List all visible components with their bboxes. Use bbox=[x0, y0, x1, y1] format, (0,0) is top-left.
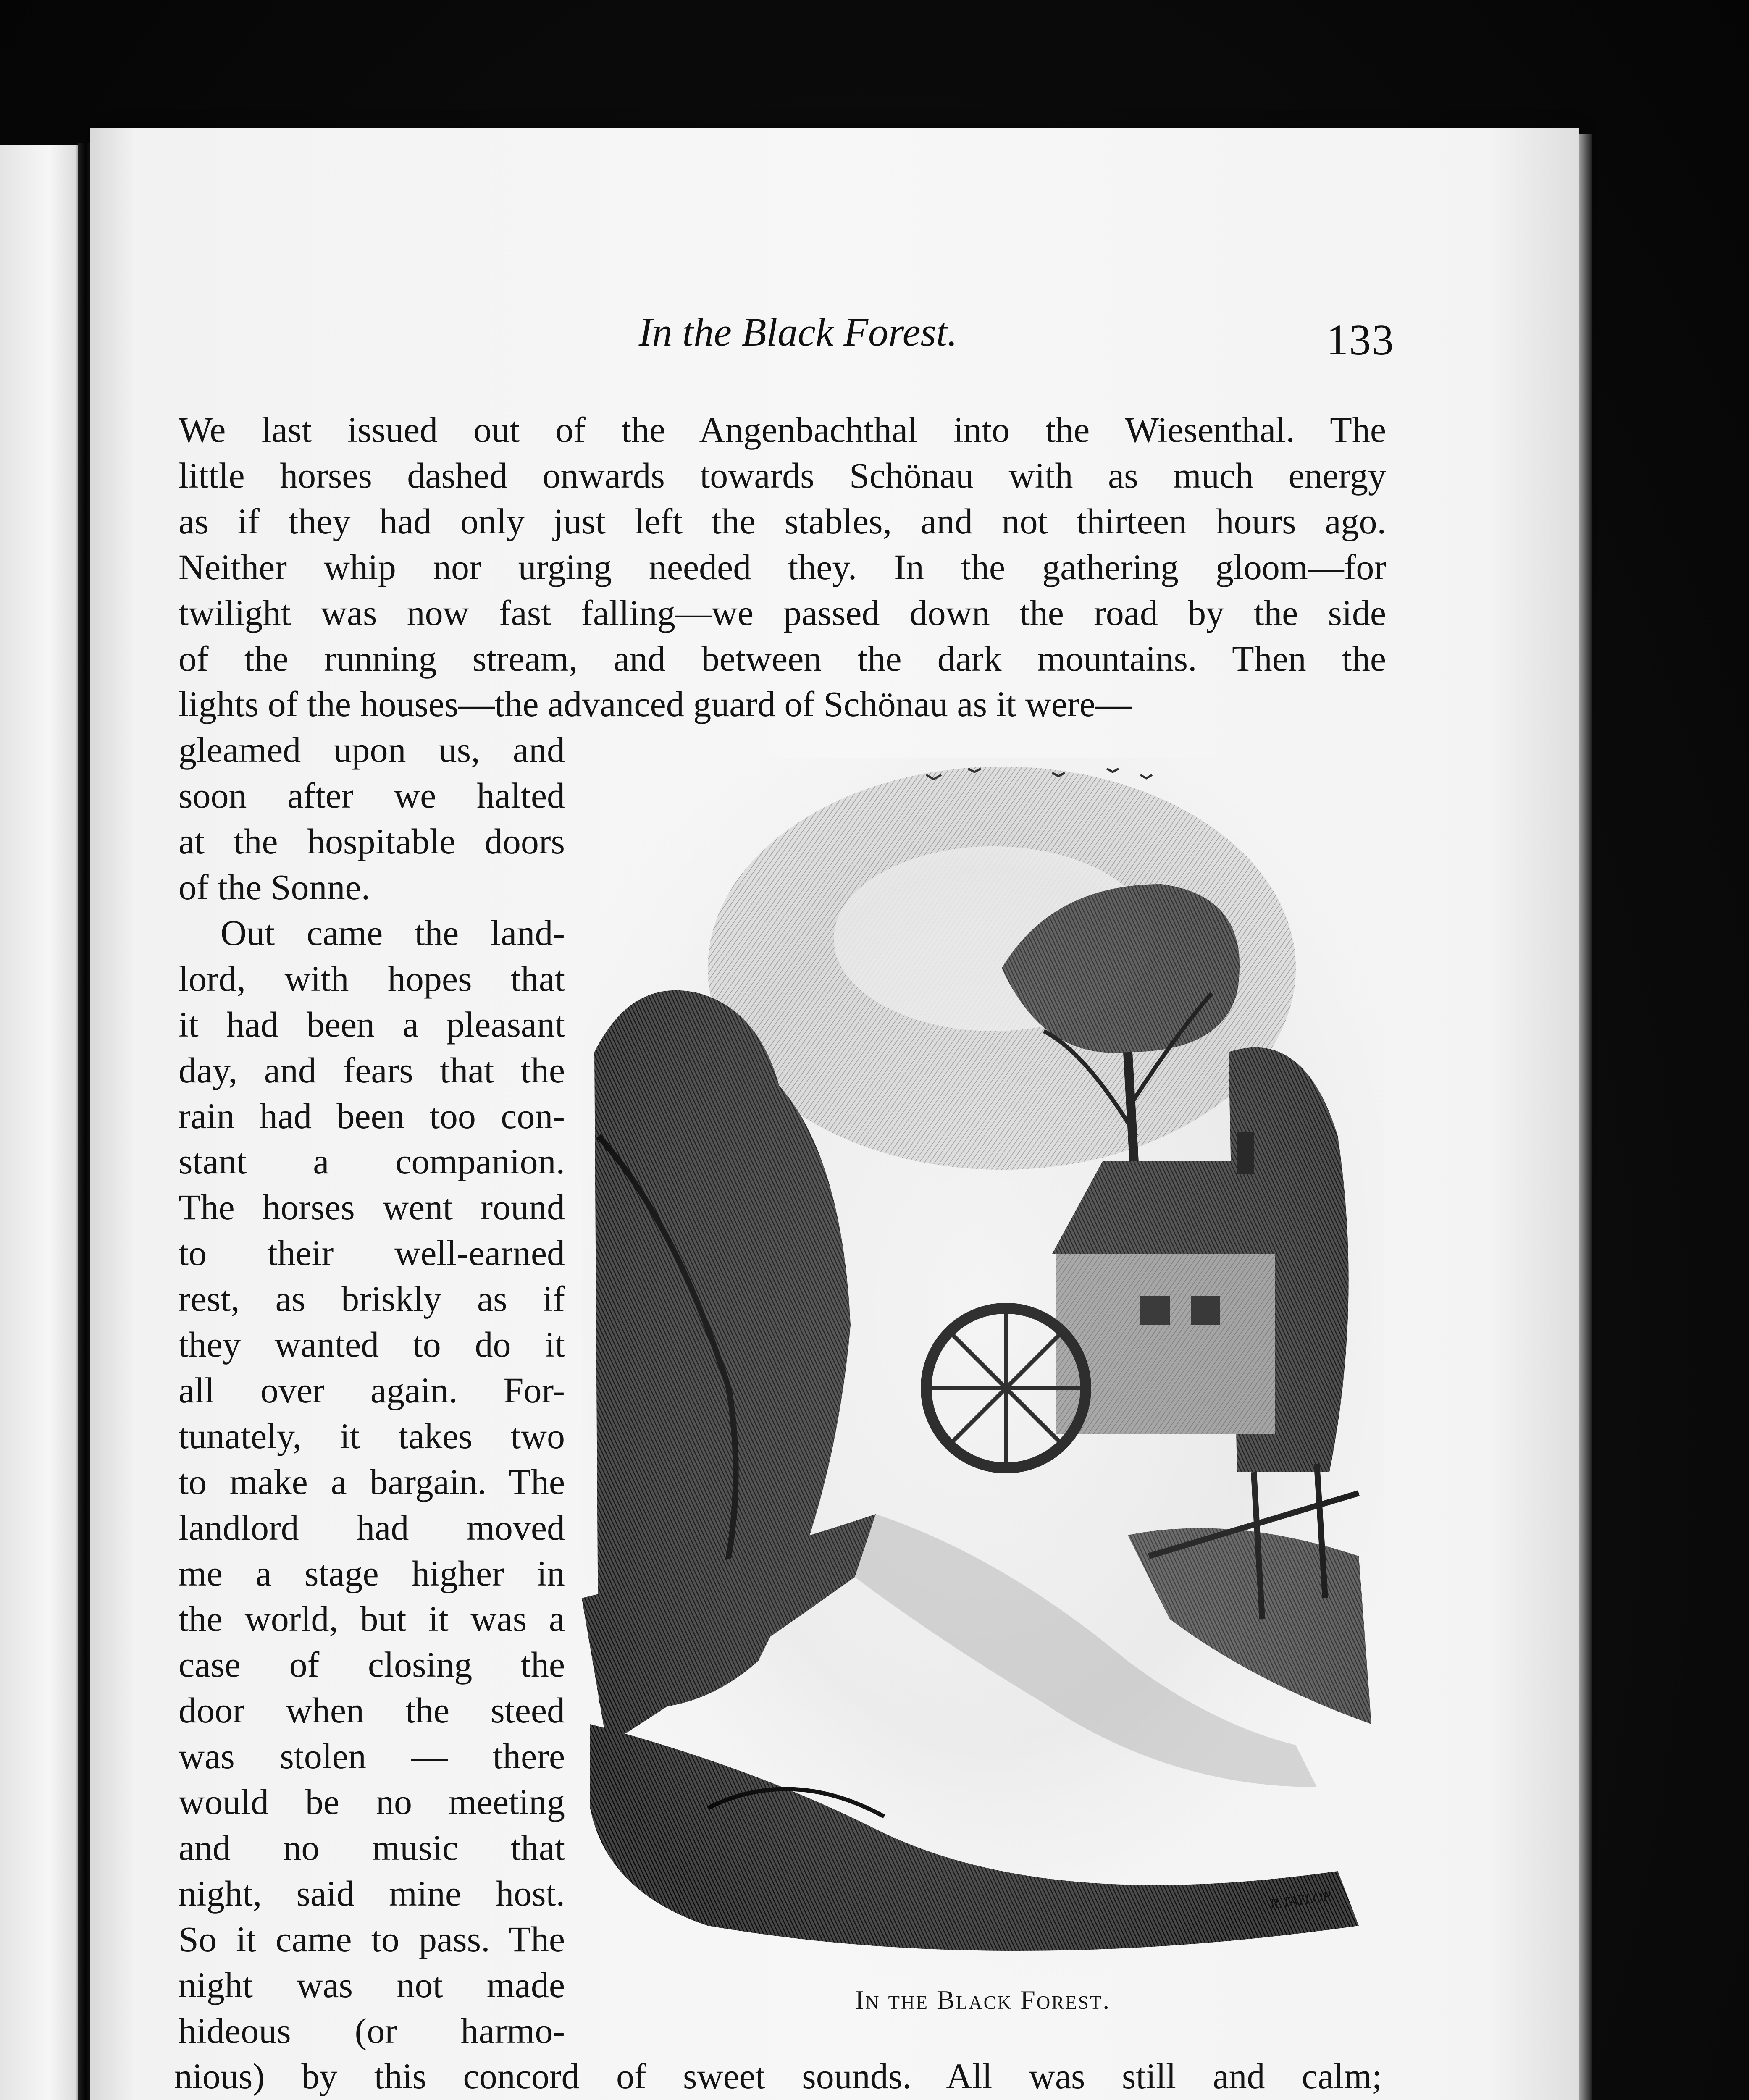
figure-caption: In the Black Forest. bbox=[855, 1985, 1111, 2015]
text-line: at the hospitable doors bbox=[179, 821, 565, 861]
facing-page-edge bbox=[0, 145, 82, 2100]
text-line: case of closing the bbox=[179, 1644, 565, 1685]
text-line: was stolen — there bbox=[179, 1736, 565, 1776]
text-line: The horses went round bbox=[179, 1187, 565, 1227]
text-line: landlord had moved bbox=[179, 1507, 565, 1548]
text-line: lord, with hopes that bbox=[179, 958, 565, 999]
text-line: rain had been too con- bbox=[179, 1096, 565, 1136]
text-line: soon after we halted bbox=[179, 775, 565, 816]
text-line: gleamed upon us, and bbox=[179, 730, 565, 770]
text-line: day, and fears that the bbox=[179, 1050, 565, 1090]
text-line: all over again. For- bbox=[179, 1370, 565, 1410]
text-line: they wanted to do it bbox=[179, 1324, 565, 1365]
text-line: to their well-earned bbox=[179, 1233, 565, 1273]
text-line: night was not made bbox=[179, 1965, 565, 2005]
page-edge-shadow bbox=[1579, 134, 1592, 2100]
text-line: and no music that bbox=[179, 1827, 565, 1868]
running-title: In the Black Forest. bbox=[638, 310, 958, 354]
text-line: me a stage higher in bbox=[179, 1553, 565, 1593]
engraver-signature: R.TAYLOR bbox=[1268, 1888, 1333, 1912]
page-number: 133 bbox=[1326, 316, 1394, 364]
text-line: of the Sonne. bbox=[179, 867, 370, 907]
text-line: little horses dashed onwards towards Schönau with as much energy bbox=[179, 455, 1386, 496]
text-line: tunately, it takes two bbox=[179, 1416, 565, 1456]
text-line: of the running stream, and between the dark mountains. Then the bbox=[179, 638, 1386, 679]
engraving-illustration bbox=[582, 758, 1384, 1976]
text-line: Out came the land- bbox=[221, 913, 565, 953]
text-line: would be no meeting bbox=[179, 1782, 565, 1822]
text-line: nious) by this concord of sweet sounds. All was still and calm; bbox=[174, 2056, 1382, 2096]
text-line: night, said mine host. bbox=[179, 1873, 565, 1914]
text-line: lights of the houses—the advanced guard of Schönau as it were— bbox=[179, 684, 1132, 724]
text-line: as if they had only just left the stables, and not thirteen hours ago. bbox=[179, 501, 1386, 541]
text-line: it had been a pleasant bbox=[179, 1004, 565, 1045]
text-line: stant a companion. bbox=[179, 1141, 565, 1181]
text-line: rest, as briskly as if bbox=[179, 1278, 565, 1319]
text-line: twilight was now fast falling—we passed down the road by the side bbox=[179, 593, 1386, 633]
forest-mill-engraving bbox=[582, 758, 1384, 1976]
text-line: hideous (or harmo- bbox=[179, 2011, 565, 2051]
text-line: to make a bargain. The bbox=[179, 1462, 565, 1502]
text-line: So it came to pass. The bbox=[179, 1919, 565, 1959]
text-line: We last issued out of the Angenbachthal into the Wiesenthal. The bbox=[179, 410, 1386, 450]
text-line: door when the steed bbox=[179, 1690, 565, 1730]
text-line: the world, but it was a bbox=[179, 1599, 565, 1639]
text-line: Neither whip nor urging needed they. In the gathering gloom—for bbox=[179, 547, 1386, 587]
